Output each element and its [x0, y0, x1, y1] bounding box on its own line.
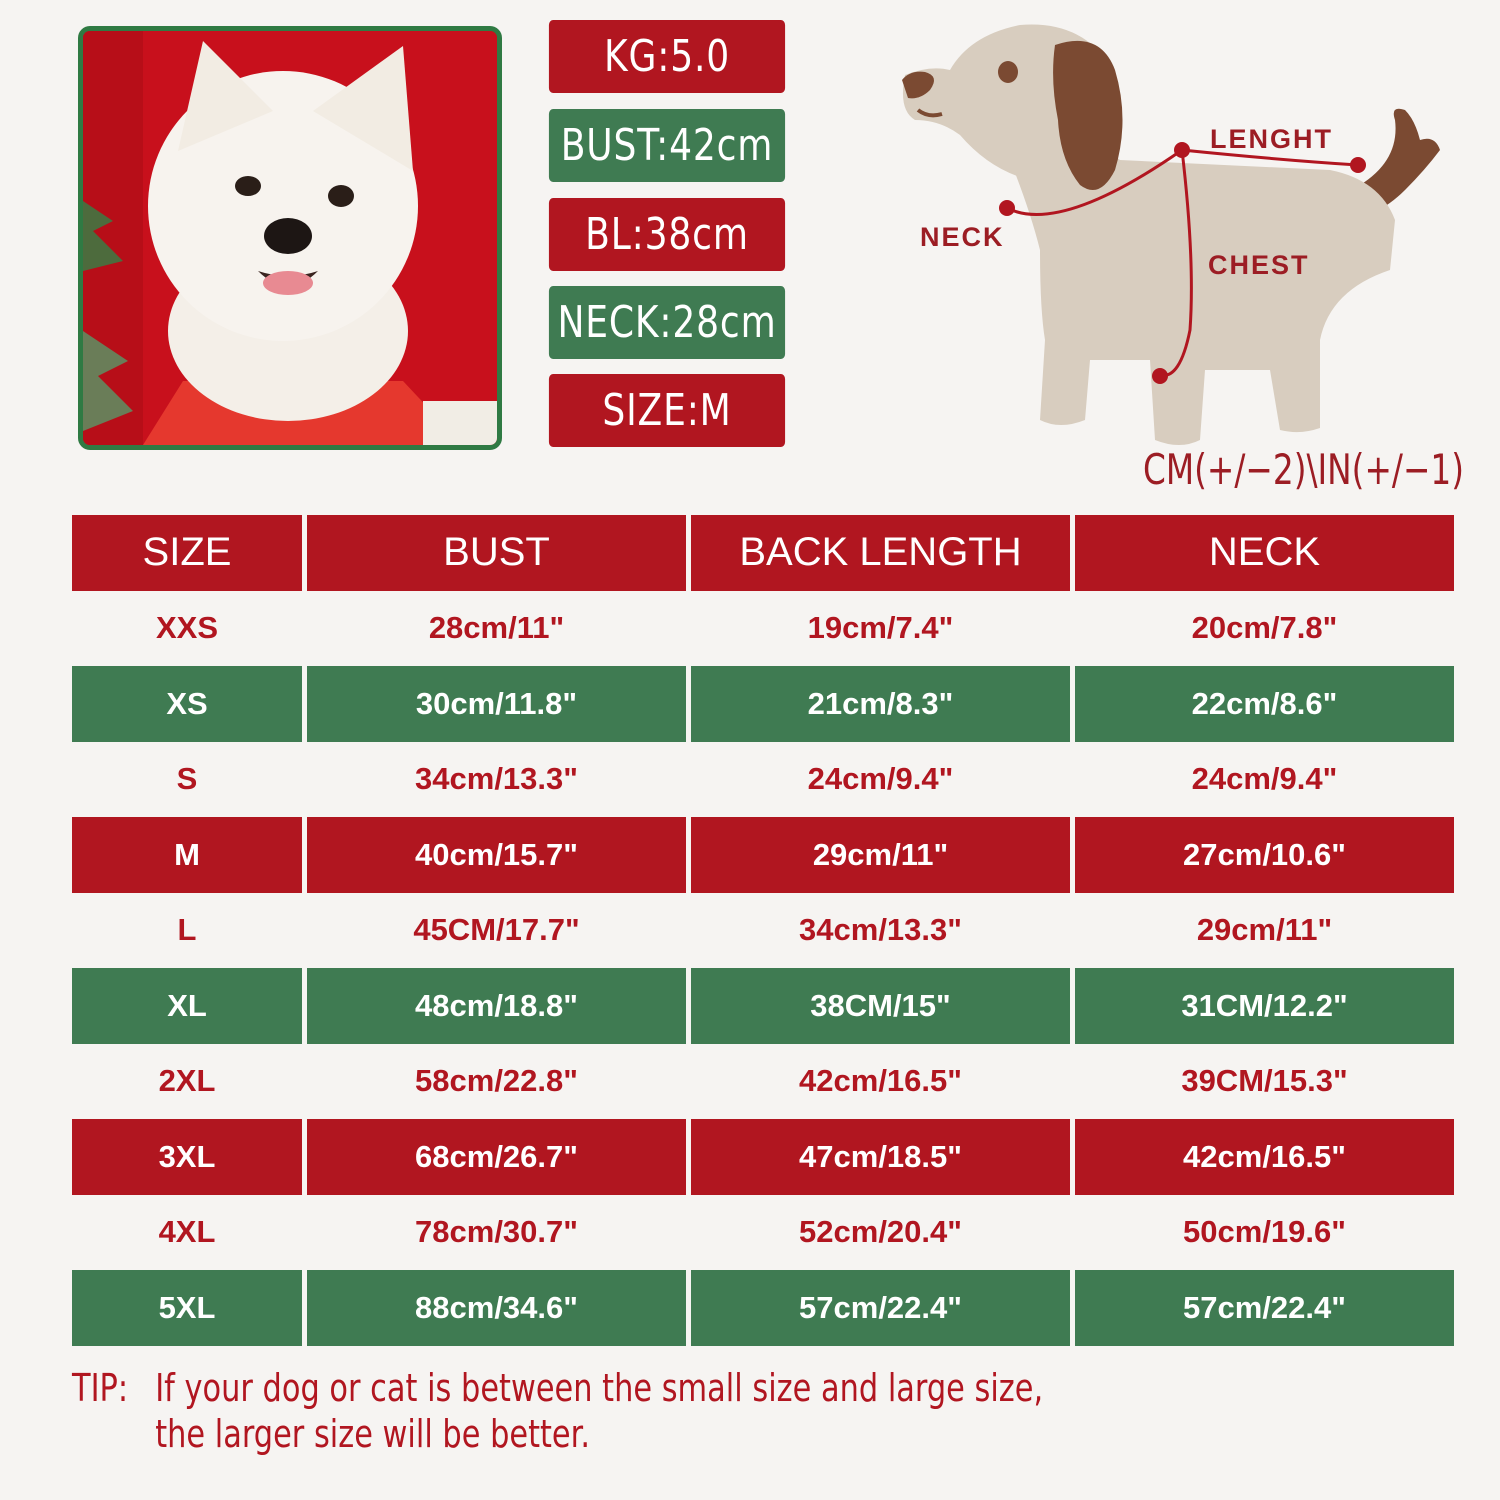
neck-cell: 50cm/19.6"	[1183, 1214, 1346, 1250]
bust-cell: 58cm/22.8"	[415, 1063, 578, 1099]
back-length-cell: 34cm/13.3"	[799, 912, 962, 948]
size-cell: M	[72, 817, 302, 893]
size-text: SIZE:M	[602, 385, 732, 436]
size-cell: 4XL	[158, 1214, 216, 1250]
table-row	[72, 591, 1454, 667]
neck-cell: 20cm/7.8"	[1191, 610, 1338, 646]
dog-photo	[78, 26, 502, 450]
bust-cell: 34cm/13.3"	[415, 761, 578, 797]
neck-cell: 27cm/10.6"	[1075, 817, 1454, 893]
size-cell: S	[176, 761, 198, 797]
size-cell: XL	[72, 968, 302, 1044]
table-row	[72, 1270, 1454, 1346]
body-length-badge	[549, 198, 785, 271]
neck-cell: 39CM/15.3"	[1181, 1063, 1348, 1099]
size-cell: XXS	[155, 610, 219, 646]
tip-note	[72, 1365, 1043, 1457]
back-length-cell: 47cm/18.5"	[691, 1119, 1070, 1195]
bust-cell: 30cm/11.8"	[307, 666, 686, 742]
back-length-cell: 42cm/16.5"	[799, 1063, 962, 1099]
header-neck: NECK	[1075, 515, 1454, 591]
back-length-cell: 21cm/8.3"	[691, 666, 1070, 742]
table-row	[72, 666, 1454, 742]
table-row	[72, 968, 1454, 1044]
bust-text: BUST:42cm	[560, 120, 774, 171]
bust-cell: 68cm/26.7"	[307, 1119, 686, 1195]
header-bust: BUST	[307, 515, 686, 591]
back-length-cell: 38CM/15"	[691, 968, 1070, 1044]
back-length-cell: 52cm/20.4"	[799, 1214, 962, 1250]
chest-label: CHEST	[1208, 250, 1310, 280]
neck-cell: 22cm/8.6"	[1075, 666, 1454, 742]
size-cell: XS	[72, 666, 302, 742]
neck-cell: 29cm/11"	[1196, 912, 1333, 948]
back-length-cell: 19cm/7.4"	[807, 610, 954, 646]
table-row	[72, 1044, 1454, 1120]
back-length-cell: 24cm/9.4"	[807, 761, 954, 797]
neck-cell: 31CM/12.2"	[1075, 968, 1454, 1044]
neck-cell: 57cm/22.4"	[1075, 1270, 1454, 1346]
weight-badge	[549, 20, 785, 93]
bust-cell: 88cm/34.6"	[307, 1270, 686, 1346]
table-row	[72, 1119, 1454, 1195]
header-back-length: BACK LENGTH	[691, 515, 1070, 591]
bust-cell: 45CM/17.7"	[413, 912, 580, 948]
bust-cell: 48cm/18.8"	[307, 968, 686, 1044]
white-terrier-image	[83, 31, 497, 445]
back-length-cell: 29cm/11"	[691, 817, 1070, 893]
neck-text: NECK:28cm	[557, 297, 777, 348]
back-length-cell: 57cm/22.4"	[691, 1270, 1070, 1346]
header-size: SIZE	[72, 515, 302, 591]
measurement-diagram	[890, 10, 1470, 480]
neck-cell: 42cm/16.5"	[1075, 1119, 1454, 1195]
table-row	[72, 817, 1454, 893]
size-cell: 5XL	[72, 1270, 302, 1346]
table-row	[72, 1195, 1454, 1271]
weight-text: KG:5.0	[603, 31, 731, 82]
tip-line-1: If your dog or cat is between the small size and large size,	[155, 1366, 1044, 1410]
body-length-text: BL:38cm	[585, 209, 749, 260]
table-header-row	[72, 515, 1454, 591]
size-cell: 3XL	[72, 1119, 302, 1195]
table-row	[72, 742, 1454, 818]
bust-cell: 40cm/15.7"	[307, 817, 686, 893]
tip-line-2: the larger size will be better.	[155, 1412, 591, 1456]
bust-cell: 28cm/11"	[428, 610, 565, 646]
size-cell: 2XL	[158, 1063, 216, 1099]
neck-label: NECK	[920, 222, 1005, 252]
eye-icon	[998, 61, 1018, 83]
tip-label: TIP:	[72, 1366, 129, 1410]
length-label: LENGHT	[1210, 124, 1333, 154]
bust-badge	[549, 109, 785, 182]
size-cell: L	[177, 912, 197, 948]
table-row	[72, 893, 1454, 969]
neck-cell: 24cm/9.4"	[1191, 761, 1338, 797]
size-badge	[549, 374, 785, 447]
size-chart-table	[72, 515, 1454, 1346]
neck-badge	[549, 286, 785, 359]
tolerance-note: CM(+/−2)\IN(+/−1)	[1143, 445, 1465, 494]
bust-cell: 78cm/30.7"	[415, 1214, 578, 1250]
